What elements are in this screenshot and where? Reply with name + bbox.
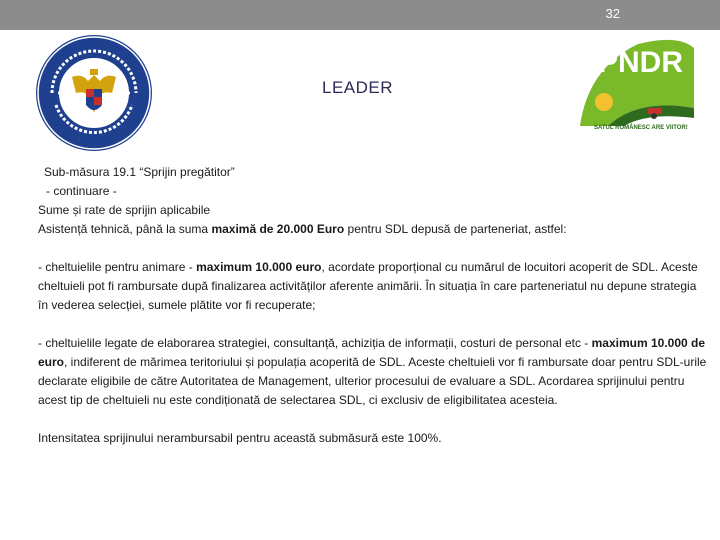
header-bar [0, 0, 720, 30]
slide-content [38, 163, 708, 448]
intro-paragraph: Asistență tehnică, până la suma maximă de 20.000 Euro pentru SDL depusă de parteneriat, astfel: [38, 222, 567, 236]
animation-costs-paragraph: - cheltuielile pentru animare - maximum 10.000 euro, acordate proporțional cu numărul de locuitori acoperit de SDL. Aceste cheltuieli pot fi rambursate după finalizarea activităților aferente animării. În situația în care parteneriatul nu depune strategia în vederea selecției, sumele plătite vor fi recuperate; [38, 260, 698, 312]
page-number: 32 [605, 6, 620, 21]
section-heading: Sume și rate de sprijin aplicabile [38, 203, 211, 217]
elaboration-costs-paragraph: - cheltuielile legate de elaborarea strategiei, consultanță, achiziția de informații, costuri de personal etc - maximum 10.000 de euro, indiferent de mărimea teritoriului și populația acoperită de SDL. Aceste cheltuieli vor fi rambursate doar pentru SDL-urile declarate eligibile de către Autoritatea de Management, ulterior procesului de evaluare a SDL. Acordarea sprijinului pentru acest tip de cheltuieli nu este condiționată de selectarea SDL, ci exclusiv de eligibilitatea acesteia. [38, 336, 707, 407]
ministry-seal-logo [34, 33, 154, 153]
svg-text:PNDR: PNDR [598, 46, 684, 79]
svg-text:SATUL ROMÂNESC ARE VIITOR!: SATUL ROMÂNESC ARE VIITOR! [594, 125, 688, 130]
continuation-label: - continuare - [46, 184, 117, 198]
intensity-paragraph: Intensitatea sprijinului nerambursabil pentru această submăsură este 100%. [38, 431, 442, 445]
pndr-logo [578, 38, 696, 130]
sub-measure-title: Sub-măsura 19.1 “Sprijin pregătitor” [44, 165, 235, 179]
page-title: LEADER [322, 78, 394, 97]
